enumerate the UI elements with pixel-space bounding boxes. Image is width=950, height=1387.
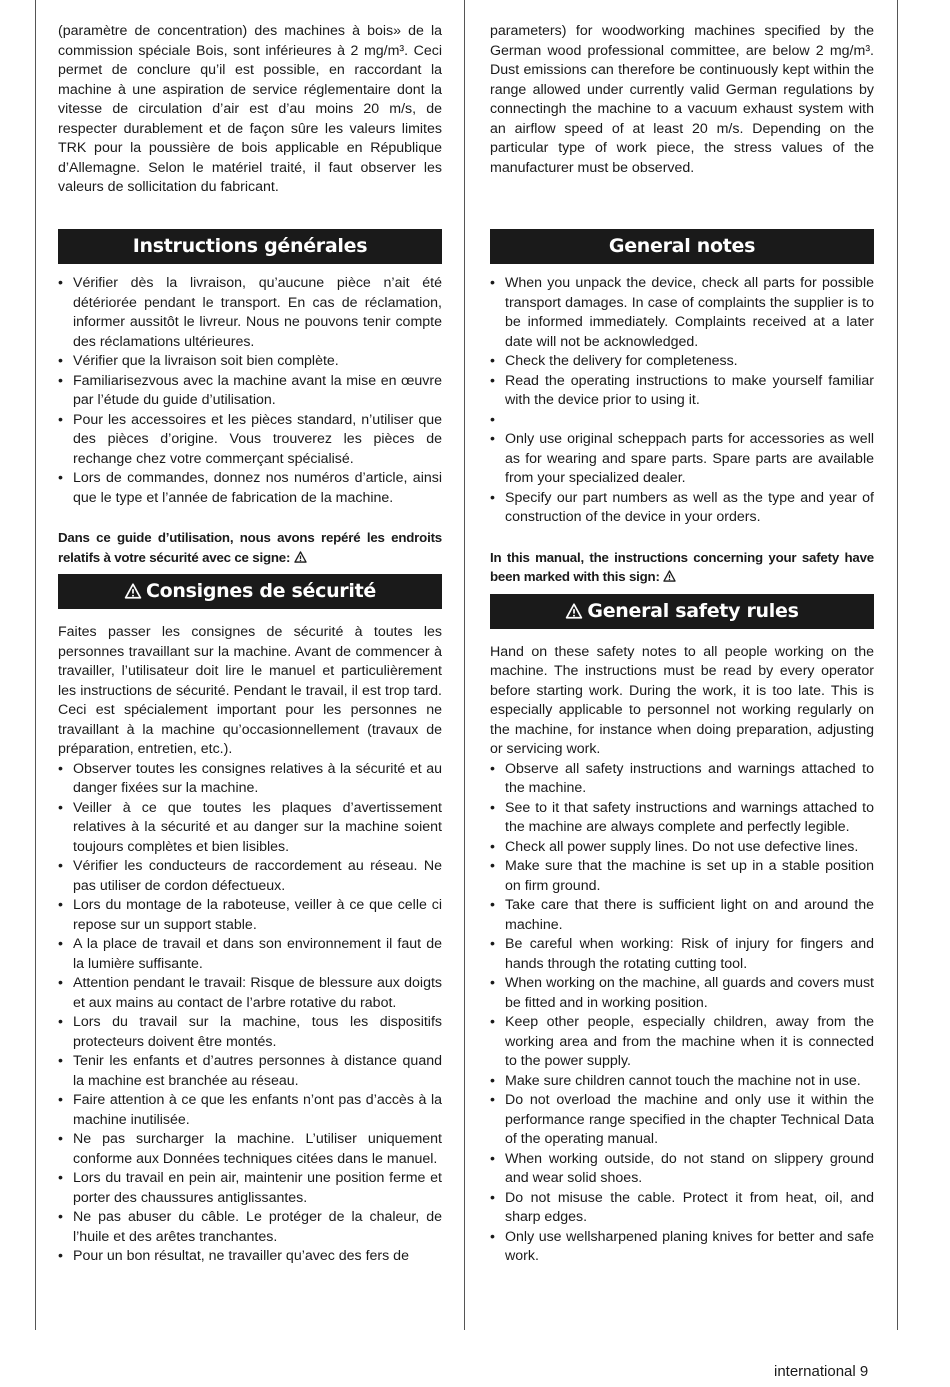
bullet-marker: •: [58, 1014, 63, 1030]
list-item: [58, 896, 442, 935]
bullet-marker: •: [58, 470, 63, 486]
bullet-marker: •: [58, 1248, 63, 1264]
banner-title: Instructions générales: [132, 235, 368, 257]
list-item-text: Pour les accessoires et les pièces standard, n’utiliser que des pièces d’origine. Vous trouverez les pièces de rechange chez votre commerçant spécialisé.: [73, 411, 442, 467]
bullet-marker: •: [58, 975, 63, 991]
bullet-marker: •: [490, 936, 495, 952]
list-item-text: Tenir les enfants et d’autres personnes à distance quand la machine est branchée au réseau.: [73, 1053, 442, 1089]
list-item: [58, 1013, 442, 1052]
list-item: [58, 372, 442, 411]
list-item: [490, 935, 874, 974]
safety-sign-note-text: Dans ce guide d’utilisation, nous avons repéré les endroits relatifs à votre sécurité avec ce signe:: [58, 530, 442, 565]
list-item: [58, 1169, 442, 1208]
list-item-text: Make sure that the machine is set up in a stable position on firm ground.: [505, 858, 874, 894]
bullet-marker: •: [58, 275, 63, 291]
bullet-marker: •: [490, 1150, 495, 1167]
bullet-marker: •: [490, 760, 495, 777]
list-item: [58, 857, 442, 896]
list-item: [490, 352, 874, 372]
bullet-marker: •: [58, 858, 63, 874]
list-item: [58, 1130, 442, 1169]
list-item-text: Check the delivery for completeness.: [505, 353, 738, 369]
bullet-marker: •: [490, 1189, 495, 1206]
list-item-text: Pour un bon résultat, ne travailler qu’avec des fers de: [73, 1248, 409, 1264]
list-item: [58, 935, 442, 974]
list-item-text: Observe all safety instructions and warnings attached to the machine.: [505, 760, 874, 796]
bullet-marker: •: [490, 975, 495, 991]
list-item: [490, 1072, 874, 1092]
english-column: [490, 22, 874, 1267]
left-margin-rule: [35, 0, 36, 1330]
list-item: [490, 799, 874, 838]
warning-triangle-icon: [663, 570, 676, 582]
list-item: [490, 1013, 874, 1072]
list-item: [490, 1228, 874, 1267]
bullet-marker: •: [490, 1092, 495, 1108]
list-item-text: When working outside, do not stand on slippery ground and wear solid shoes.: [505, 1150, 874, 1186]
list-item: [490, 974, 874, 1013]
bullet-marker: •: [58, 799, 63, 816]
bullet-marker: •: [490, 431, 495, 447]
list-item-text: Lors du travail sur la machine, tous les dispositifs protecteurs doivent être montés.: [73, 1014, 442, 1050]
banner-title: General notes: [608, 235, 756, 257]
list-item: [58, 1247, 442, 1267]
bullet-marker: •: [58, 760, 63, 777]
safety-rules-banner: [58, 574, 442, 609]
center-column-rule: [464, 0, 465, 1330]
list-item-text: Take care that there is sufficient light on and around the machine.: [505, 897, 874, 933]
bullet-marker: •: [58, 897, 63, 913]
list-item-text: Read the operating instructions to make yourself familiar with the device prior to using it.: [505, 372, 874, 408]
general-notes-list: [490, 274, 874, 528]
list-item: [58, 1052, 442, 1091]
list-item-text: Vérifier que la livraison soit bien complète.: [73, 353, 339, 369]
list-item-text: A la place de travail et dans son environnement il faut de la lumière suffisante.: [73, 936, 442, 972]
warning-triangle-icon: [124, 583, 142, 599]
bullet-marker: •: [490, 353, 495, 369]
safety-intro-paragraph: Faites passer les consignes de sécurité à toutes les personnes travaillant sur la machine. Avant de commencer à travailler, l’utilisateur doit lire le manuel et particulièrement les instructions de sécurité. Pendant le travail, il est trop tard. Ceci est spécialement important pour les personnes ne travaillant à la machine qu’occasionnellement (travaux de préparation, entretien, etc.).: [58, 624, 442, 757]
list-item: [490, 489, 874, 528]
bullet-marker: •: [58, 936, 63, 952]
safety-sign-note: [58, 528, 442, 567]
list-item: [490, 372, 874, 411]
list-item-text: Observer toutes les consignes relatives à la sécurité et au danger fixées sur la machine.: [73, 760, 442, 796]
list-item: [490, 1150, 874, 1189]
list-item-text: Be careful when working: Risk of injury for fingers and hands through the rotating cutting tool.: [505, 936, 874, 972]
list-item: [490, 411, 874, 431]
list-item-text: When you unpack the device, check all parts for possible transport damages. In case of complaints the supplier is to be informed immediately. Complaints received at a later date will not be acknowledged.: [505, 275, 874, 350]
bullet-marker: •: [58, 1131, 63, 1147]
list-item: [490, 274, 874, 352]
bullet-marker: •: [490, 1014, 495, 1030]
intro-paragraph: (paramètre de concentration) des machines à bois» de la commission spéciale Bois, sont inférieures à 2 mg/m³. Ceci permet de conclure qu’il est possible, en raccordant la machine à une aspiration de service réglementaire dont la vitesse de circulation d’air est d’au moins 20 m/s, de respecter durablement et de façon sûre les valeurs limites TRK pour la poussière de bois applicable en République d’Allemagne. Selon le matériel traité, il faut observer les valeurs de sollicitation du fabricant.: [58, 23, 442, 195]
safety-rules-list: [490, 760, 874, 1267]
bullet-marker: •: [490, 897, 495, 913]
list-item-text: Ne pas surcharger la machine. L’utiliser uniquement conforme aux Données techniques citées dans le manuel.: [73, 1131, 442, 1167]
list-item: [58, 411, 442, 470]
safety-sign-note-text: In this manual, the instructions concerning your safety have been marked with this sign:: [490, 549, 874, 584]
bullet-marker: •: [490, 489, 495, 506]
warning-triangle-icon: [294, 551, 307, 563]
list-item-text: Familiarisezvous avec la machine avant la mise en œuvre par l’étude du guide d’utilisation.: [73, 372, 442, 408]
list-item-text: Ne pas abuser du câble. Le protéger de la chaleur, de l’huile et des arêtes tranchantes.: [73, 1209, 442, 1245]
bullet-marker: •: [490, 858, 495, 874]
bullet-marker: •: [490, 799, 495, 816]
list-item-text: Lors de commandes, donnez nos numéros d’article, ainsi que le type et l’année de fabrication de la machine.: [73, 470, 442, 506]
general-notes-list: [58, 274, 442, 508]
list-item: [490, 760, 874, 799]
list-item-text: Vérifier les conducteurs de raccordement au réseau. Ne pas utiliser de cordon défectueux.: [73, 858, 442, 894]
list-item: [490, 1091, 874, 1150]
right-margin-rule: [897, 0, 898, 1330]
list-item: [490, 896, 874, 935]
safety-sign-note: [490, 548, 874, 587]
bullet-marker: •: [58, 1170, 63, 1186]
safety-rules-list: [58, 760, 442, 1267]
bullet-marker: •: [58, 353, 63, 369]
bullet-marker: •: [490, 372, 495, 389]
bullet-marker: •: [490, 275, 495, 291]
list-item: [58, 469, 442, 508]
warning-triangle-icon: [565, 603, 583, 619]
list-item-text: Vérifier dès la livraison, qu’aucune pièce n’ait été détériorée pendant le transport. En cas de réclamation, informer aussitôt le livreur. Nous ne pouvons tenir compte des réclamations ultérieures.: [73, 275, 442, 350]
banner-title: Consignes de sécurité: [146, 580, 376, 602]
bullet-marker: •: [58, 411, 63, 428]
list-item: [490, 857, 874, 896]
list-item-text: Faire attention à ce que les enfants n’ont pas d’accès à la machine inutilisée.: [73, 1092, 442, 1128]
list-item-text: See to it that safety instructions and warnings attached to the machine are always complete and perfectly legible.: [505, 799, 874, 835]
bullet-marker: •: [490, 411, 495, 428]
general-notes-banner: [58, 229, 442, 264]
banner-title: General safety rules: [587, 599, 799, 622]
safety-intro-paragraph: Hand on these safety notes to all people working on the machine. The instructions must be read by every operator before starting work. During the work, it is too late. This is especially applicable to personnel not working regularly on the machine, for instance when doing preparation, adjusting or servicing work.: [490, 643, 874, 757]
list-item-text: When working on the machine, all guards and covers must be fitted and in working position.: [505, 975, 874, 1011]
list-item: [58, 352, 442, 372]
list-item: [58, 974, 442, 1013]
list-item-text: Keep other people, especially children, away from the working area and from the machine when it is connected to the power supply.: [505, 1014, 874, 1069]
list-item: [58, 799, 442, 858]
bullet-marker: •: [490, 1228, 495, 1245]
list-item-text: Veiller à ce que toutes les plaques d’avertissement relatives à la sécurité et au danger sur la machine soient toujours complètes et bien lisibles.: [73, 799, 442, 855]
list-item-text: Attention pendant le travail: Risque de blessure aux doigts et aux mains au contact de l’arbre rotative du rabot.: [73, 975, 442, 1011]
bullet-marker: •: [490, 1072, 495, 1089]
bullet-marker: •: [490, 838, 495, 855]
list-item-text: Only use original scheppach parts for accessories as well as for wearing and spare parts. Spare parts are available from your specialized dealer.: [505, 431, 874, 486]
list-item-text: Only use wellsharpened planing knives for better and safe work.: [505, 1228, 874, 1264]
page-footer: international 9: [774, 1363, 869, 1380]
list-item-text: Do not misuse the cable. Protect it from heat, oil, and sharp edges.: [505, 1189, 874, 1225]
list-item: [58, 1091, 442, 1130]
bullet-marker: •: [58, 372, 63, 389]
bullet-marker: •: [58, 1053, 63, 1069]
safety-rules-banner: [490, 594, 874, 629]
list-item: [58, 760, 442, 799]
list-item: [490, 838, 874, 858]
list-item-text: Do not overload the machine and only use it within the performance range specified in the chapter Technical Data of the operating manual.: [505, 1092, 874, 1147]
list-item: [58, 1208, 442, 1247]
list-item: [58, 274, 442, 352]
list-item: [490, 1189, 874, 1228]
bullet-marker: •: [58, 1092, 63, 1108]
list-item-text: Lors du travail en pein air, maintenir une position ferme et porter des chaussures antiglissantes.: [73, 1170, 442, 1206]
list-item-text: Check all power supply lines. Do not use defective lines.: [505, 838, 859, 855]
french-column: [58, 22, 442, 1267]
intro-paragraph: parameters) for woodworking machines specified by the German wood professional committee, are below 2 mg/m³. Dust emissions can therefore be continuously kept within the range allowed under currently valid German regulations by connectingh the machine to a vacuum exhaust system with an airflow speed of at least 20 m/s. Depending on the particular type of work piece, the stress values of the manufacturer must be observed.: [490, 23, 874, 176]
general-notes-banner: [490, 229, 874, 264]
list-item-text: Specify our part numbers as well as the type and year of construction of the device in your orders.: [505, 489, 874, 525]
list-item-text: Make sure children cannot touch the machine not in use.: [505, 1072, 861, 1089]
list-item: [490, 430, 874, 489]
bullet-marker: •: [58, 1209, 63, 1225]
list-item-text: Lors du montage de la raboteuse, veiller à ce que celle ci repose sur un support stable.: [73, 897, 442, 933]
